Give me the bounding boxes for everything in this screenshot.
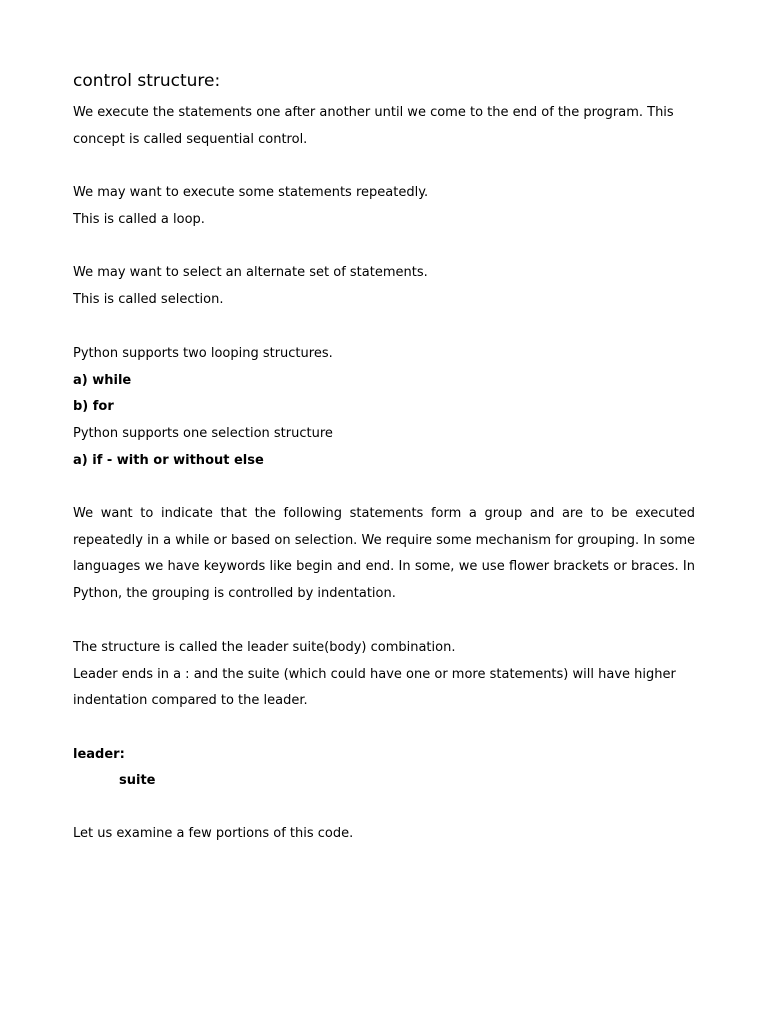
selection-line-2: This is called selection. <box>73 292 224 307</box>
loop-line-1: We may want to execute some statements repeatedly. <box>73 185 429 200</box>
grouping-line-4: Python, the grouping is controlled by indentation. <box>73 586 396 601</box>
sequential-line-1: We execute the statements one after another until we come to the end of the program. This <box>73 105 674 120</box>
selection-structure-item: a) if - with or without else <box>73 453 264 468</box>
grouping-line-2: repeatedly in a while or based on selection. We require some mechanism for grouping. In some <box>73 533 695 548</box>
selection-structure-intro: Python supports one selection structure <box>73 426 333 441</box>
looping-intro: Python supports two looping structures. <box>73 346 333 361</box>
grouping-line-3: languages we have keywords like begin and end. In some, we use flower brackets or braces. In <box>73 559 695 574</box>
example-suite: suite <box>119 773 156 788</box>
leader-suite-line-2: Leader ends in a : and the suite (which could have one or more statements) will have higher <box>73 667 676 682</box>
looping-item-for: b) for <box>73 399 114 414</box>
selection-line-1: We may want to select an alternate set of statements. <box>73 265 428 280</box>
leader-suite-line-1: The structure is called the leader suite(body) combination. <box>73 640 456 655</box>
example-leader: leader: <box>73 747 125 762</box>
loop-line-2: This is called a loop. <box>73 212 205 227</box>
looping-item-while: a) while <box>73 373 132 388</box>
grouping-line-1: We want to indicate that the following statements form a group and are to be executed <box>73 506 695 521</box>
closing-line: Let us examine a few portions of this code. <box>73 826 354 841</box>
page-title: control structure: <box>73 71 221 91</box>
sequential-line-2: concept is called sequential control. <box>73 132 308 147</box>
leader-suite-line-3: indentation compared to the leader. <box>73 693 308 708</box>
